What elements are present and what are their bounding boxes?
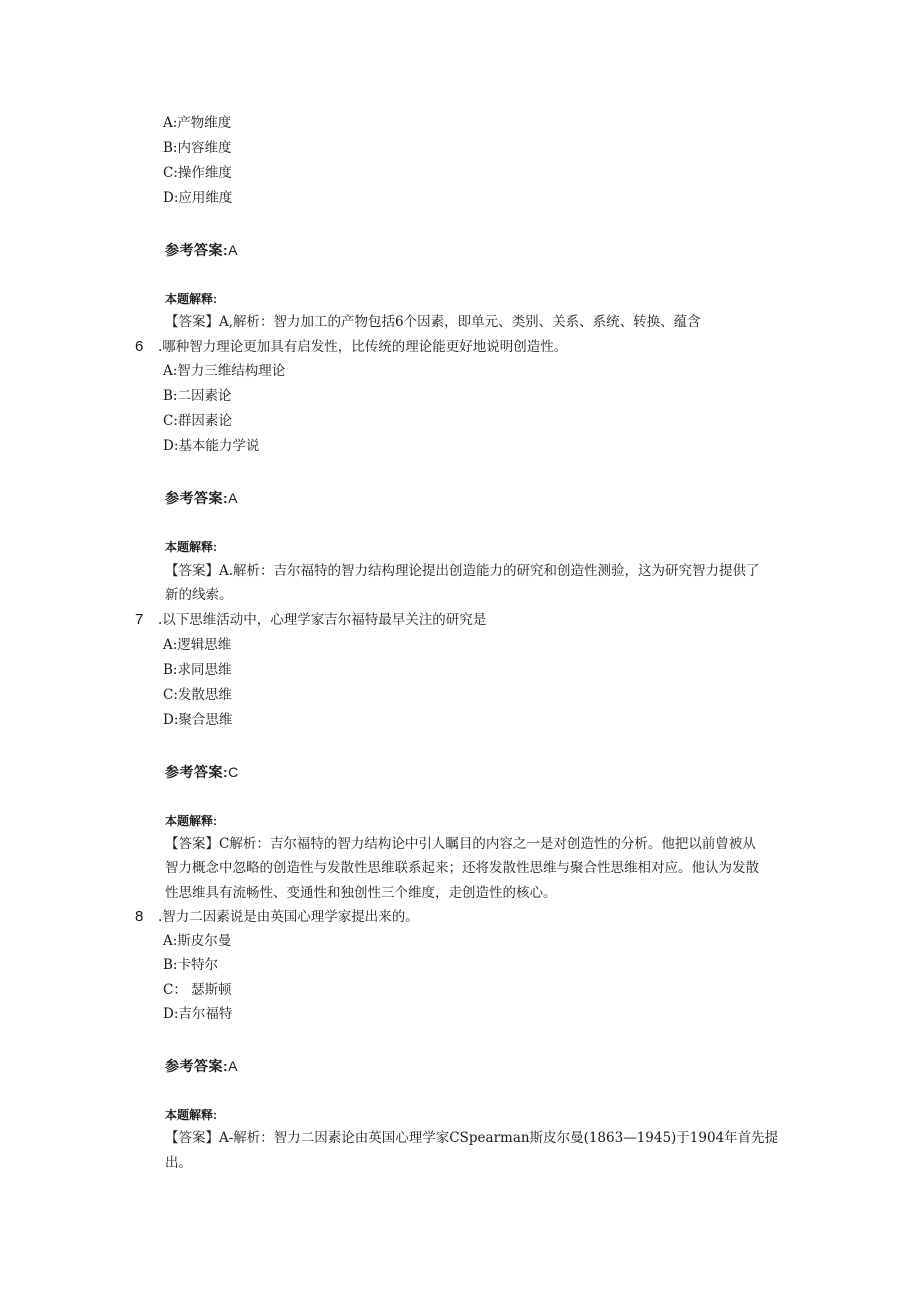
q8-option-c: C： 瑟斯顿 — [163, 982, 232, 998]
q6-option-c: C:群因素论 — [163, 413, 232, 429]
q7-answer — [165, 762, 239, 782]
q7-question: .以下思维活动中，心理学家吉尔福特最早关注的研究是 — [158, 612, 487, 628]
q6-answer-value: A — [228, 490, 239, 506]
q7-option-d: D:聚合思维 — [163, 712, 233, 728]
q7-explanation-line-1: 【答案】C解析：吉尔福特的智力结构论中引人瞩目的内容之一是对创造性的分析。他把以前曾被从 — [165, 836, 756, 852]
q7-option-b: B:求同思维 — [163, 662, 232, 678]
q8-explanation-heading: 本题解释: — [165, 1108, 217, 1122]
q7-explanation-line-3: 性思维具有流畅性、变通性和独创性三个维度，走创造性的核心。 — [165, 885, 557, 901]
q7-option-a: A:逻辑思维 — [163, 637, 232, 653]
q8-option-d: D:吉尔福特 — [163, 1006, 233, 1022]
q5-option-a: A:产物维度 — [163, 115, 232, 131]
q8-answer-value: A — [228, 1058, 239, 1074]
q6-option-a: A:智力三维结构理论 — [163, 363, 286, 379]
q6-explanation-line-2: 新的线索。 — [165, 587, 233, 603]
q6-question: .哪种智力理论更加具有启发性，比传统的理论能更好地说明创造性。 — [158, 339, 568, 355]
q8-answer — [165, 1056, 238, 1076]
q8-option-b: B:卡特尔 — [163, 957, 218, 973]
q7-number: 7 — [135, 611, 144, 628]
q5-answer — [165, 240, 238, 260]
q8-number: 8 — [135, 908, 144, 925]
q7-explanation-line-2: 智力概念中忽略的创造性与发散性思维联系起来；还将发散性思维与聚合性思维相对应。他认为发散 — [165, 860, 759, 876]
q5-answer-label: 参考答案: — [165, 242, 229, 258]
q8-answer-label: 参考答案: — [165, 1058, 229, 1074]
q7-answer-value: C — [228, 764, 239, 780]
q6-explanation-heading: 本题解释: — [165, 540, 217, 554]
q8-question: .智力二因素说是由英国心理学家提出来的。 — [158, 909, 419, 925]
q7-answer-label: 参考答案: — [165, 764, 229, 780]
q8-explanation-line-2: 出。 — [165, 1155, 192, 1171]
q5-option-b: B:内容维度 — [163, 140, 232, 156]
q5-explanation-heading: 本题解释: — [165, 292, 217, 306]
q5-option-d: D:应用维度 — [163, 190, 233, 206]
q8-explanation-line-1: 【答案】A-解析：智力二因素论由英国心理学家CSpearman斯皮尔曼(1863—1945)于1904年首先提 — [165, 1130, 779, 1146]
q6-explanation-line-1: 【答案】A.解析：吉尔福特的智力结构理论提出创造能力的研究和创造性测验，这为研究智力提供了 — [165, 563, 760, 579]
q8-option-a: A:斯皮尔曼 — [163, 933, 232, 949]
q6-answer-label: 参考答案: — [165, 490, 229, 506]
q6-number: 6 — [135, 338, 144, 355]
q5-answer-value: A — [228, 242, 239, 258]
q7-option-c: C:发散思维 — [163, 687, 232, 703]
q5-explanation: 【答案】A,解析：智力加工的产物包括6个因素，即单元、类别、关系、系统、转换、蕴含 — [165, 314, 701, 330]
q6-option-b: B:二因素论 — [163, 388, 232, 404]
q7-explanation-heading: 本题解释: — [165, 814, 217, 828]
q6-answer — [165, 488, 238, 508]
q6-option-d: D:基本能力学说 — [163, 438, 260, 454]
q5-option-c: C:操作维度 — [163, 165, 232, 181]
